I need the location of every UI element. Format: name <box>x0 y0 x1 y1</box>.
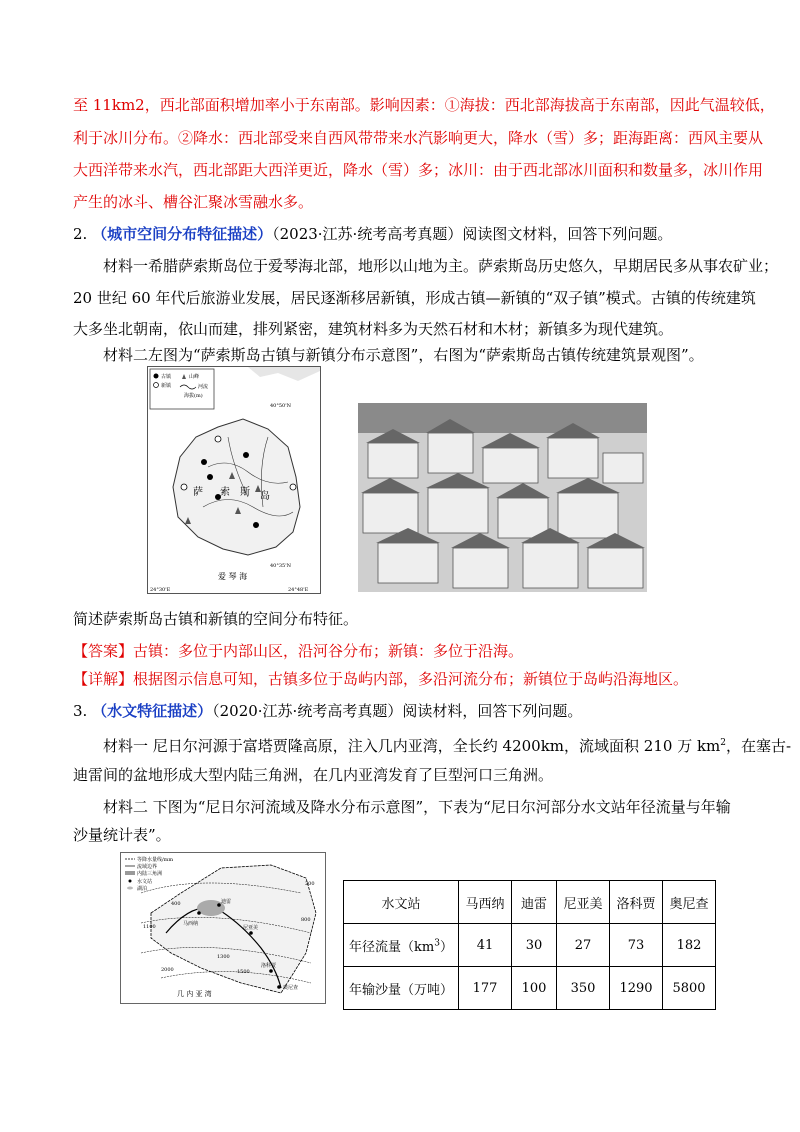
question-number: 2. <box>73 225 88 243</box>
q3-material2-line-2: 沙量统计表”。 <box>73 826 171 844</box>
legend-old-town: 古镇 <box>161 374 172 380</box>
station-diré: 迪雷 <box>221 899 232 905</box>
legend-inland-delta: 内陆三角洲 <box>137 871 163 877</box>
svg-text:2000: 2000 <box>161 967 174 973</box>
niger-basin-map <box>120 852 326 1004</box>
station-onitsha: 奥尼查 <box>283 985 299 991</box>
svg-text:400: 400 <box>171 901 181 907</box>
legend-new-town: 新镇 <box>161 383 172 389</box>
label-si: 斯 <box>240 487 250 498</box>
prev-answer-line-2: 利于冰川分布。②降水：西北部受来自西风带带来水汽影响更大，降水（雪）多；距海距离：西风主要从 <box>73 129 764 147</box>
label-sa: 萨 <box>193 487 203 498</box>
q2-question: 简述萨索斯岛古镇和新镇的空间分布特征。 <box>73 610 359 628</box>
lat-bottom: 40°35'N <box>270 563 291 569</box>
prev-answer-line-4: 产生的冰斗、槽谷汇聚冰雪融水多。 <box>73 193 314 211</box>
svg-text:800: 800 <box>301 917 311 923</box>
label-aegean: 爱 琴 海 <box>218 572 248 581</box>
label-suo: 索 <box>220 487 230 498</box>
detail-tag: 【详解】 <box>73 670 134 688</box>
q2-material1-line-1: 材料一希腊萨索斯岛位于爱琴海北部，地形以山地为主。萨索斯岛历史悠久，早期居民多从事农矿业； <box>103 257 779 275</box>
q3-material1-line-2: 迪雷间的盆地形成大型内陆三角洲，在几内亚湾发育了巨型河口三角洲。 <box>73 766 554 784</box>
question-tag: （水文特征描述） <box>92 702 213 720</box>
prev-answer-line-1: 至 11km2，西北部面积增加率小于东南部。影响因素：①海拔：西北部海拔高于东南部，因此气温较低， <box>73 96 775 114</box>
q2-material1-line-2: 20 世纪 60 年代后旅游业发展，居民逐渐移居新镇，形成古镇—新镇的“双子镇”模式。古镇的传统建筑 <box>73 289 756 307</box>
station-lokoja: 洛科贾 <box>261 963 277 969</box>
q2-answer <box>73 640 523 662</box>
svg-text:1100: 1100 <box>143 924 156 930</box>
lon-left: 24°30'E <box>150 587 171 593</box>
lat-top: 40°50'N <box>270 403 291 409</box>
lon-right: 24°48'E <box>288 587 309 593</box>
q2-material2: 材料二左图为“萨索斯岛古镇与新镇分布示意图”，右图为“萨索斯岛古镇传统建筑景观图”。 <box>103 346 704 364</box>
label-dao: 岛 <box>260 491 270 502</box>
legend-elevation: 海拔(m) <box>184 393 203 399</box>
q2-detail <box>73 668 688 690</box>
question-number: 3. <box>73 702 88 720</box>
svg-text:1500: 1500 <box>237 969 250 975</box>
answer-tag: 【答案】 <box>73 642 134 660</box>
svg-text:1300: 1300 <box>217 954 230 960</box>
legend-isohyet: 等降水量线/mm <box>137 857 174 863</box>
gulf-of-guinea: 几 内 亚 湾 <box>177 990 212 998</box>
detail-text: 根据图示信息可知，古镇多位于岛屿内部，多沿河流分布；新镇位于岛屿沿海地区。 <box>133 670 689 688</box>
q3-material1-line-1: 材料一 尼日尔河源于富塔贾隆高原，注入几内亚湾，全长约 4200km，流域面积 210 万 $km^2$，在塞古- <box>103 737 792 755</box>
traditional-buildings-photo <box>358 403 647 592</box>
answer-text: 古镇：多位于内部山区，沿河谷分布；新镇：多位于沿海。 <box>133 642 524 660</box>
legend-station: 水文站 <box>137 879 153 885</box>
question-2-heading <box>73 223 672 245</box>
table-header-row: 水文站 马西纳 迪雷 尼亚美 洛科贾 奥尼查 <box>344 881 716 924</box>
station-niamey: 尼亚美 <box>243 925 259 931</box>
legend-peak: 山峰 <box>189 374 200 380</box>
station-masina: 马西纳 <box>183 921 199 927</box>
question-3-heading <box>73 700 582 722</box>
svg-text:200: 200 <box>305 881 315 887</box>
q2-material1-line-3: 大多坐北朝南，依山而建，排列紧密，建筑材料多为天然石材和木材；新镇多为现代建筑。 <box>73 320 674 338</box>
legend-basin-boundary: 流域边界 <box>137 864 158 870</box>
prev-answer-line-3: 大西洋带来水汽，西北部距大西洋更近，降水（雪）多；冰川：由于西北部冰川面积和数量多，冰川作用 <box>73 161 764 179</box>
question-tag: （城市空间分布特征描述） <box>92 225 273 243</box>
hydrology-table <box>343 880 716 1010</box>
legend-lake: 湖泊 <box>137 886 148 892</box>
question-source: （2023·江苏·统考高考真题）阅读图文材料，回答下列问题。 <box>272 225 673 243</box>
thasos-map <box>147 366 321 594</box>
table-row: 年径流量$(km^3)$ 41 30 27 73 182 <box>344 924 716 967</box>
table-row: 年输沙量（万吨） 177 100 350 1290 5800 <box>344 967 716 1010</box>
q3-material2-line-1: 材料二 下图为“尼日尔河流域及降水分布示意图”，下表为“尼日尔河部分水文站年径流量与年输 <box>103 798 731 816</box>
question-source: （2020·江苏·统考高考真题）阅读材料，回答下列问题。 <box>212 702 583 720</box>
legend-river: 河流 <box>198 384 209 390</box>
